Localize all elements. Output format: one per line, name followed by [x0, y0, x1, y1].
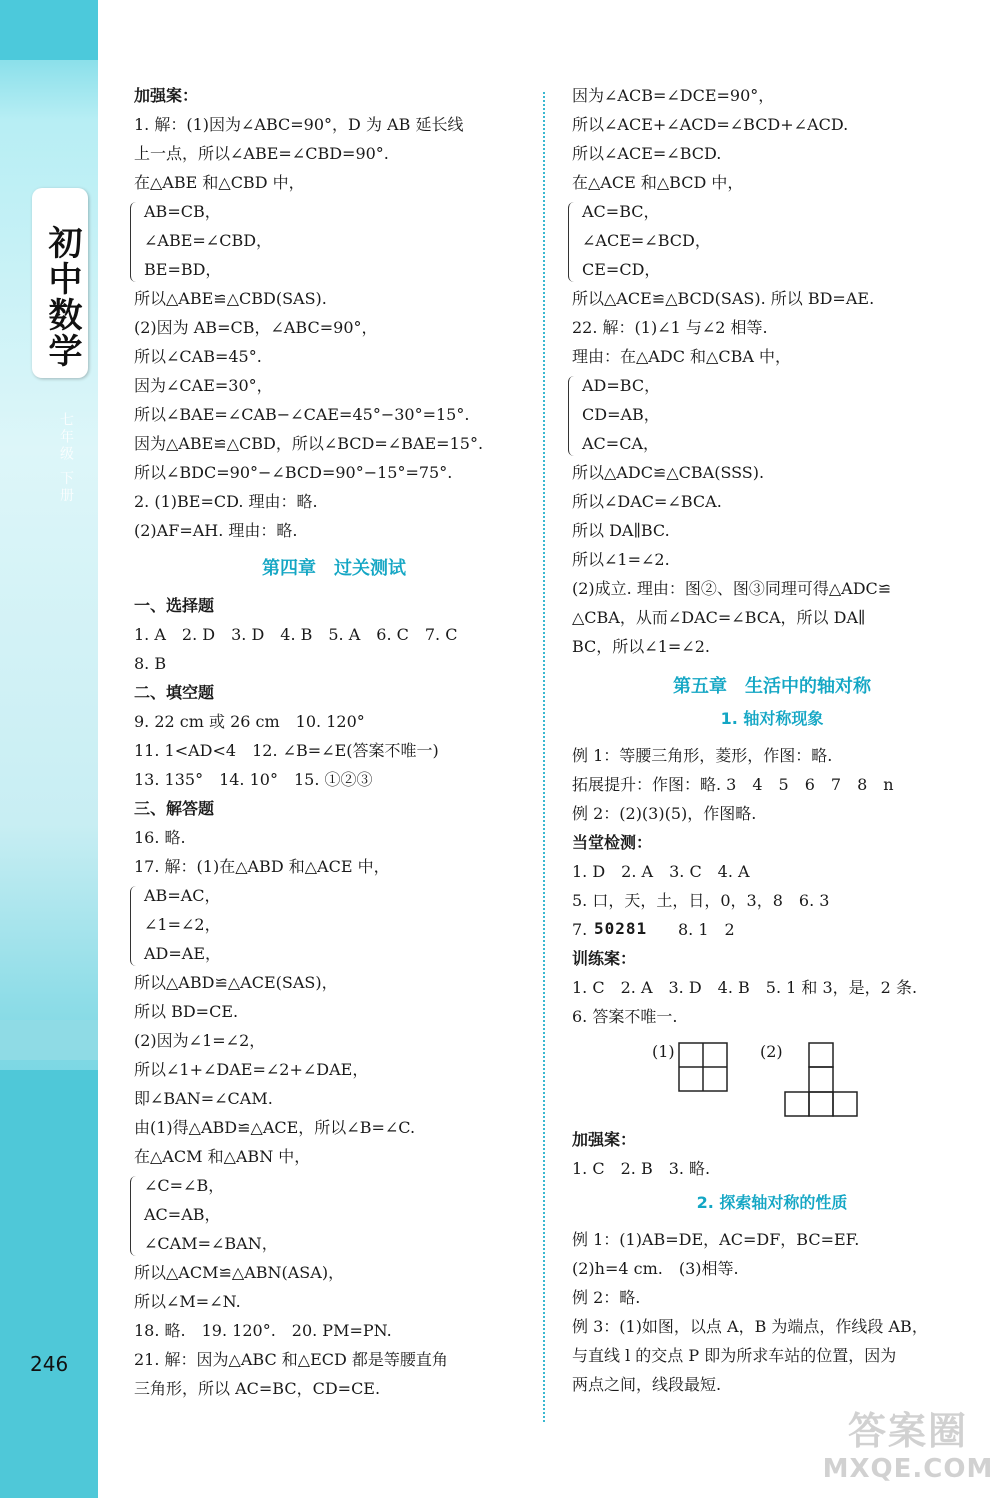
figure-t-shape [784, 1042, 860, 1118]
chapter-heading: 第四章 过关测试 [262, 558, 406, 579]
answer-line: 上一点，所以∠ABE=∠CBD=90°. [134, 144, 389, 163]
answer-line: 1. A 2. D 3. D 4. B 5. A 6. C 7. C [134, 625, 458, 644]
section-heading: 2. 探索轴对称的性质 [696, 1193, 848, 1212]
answer-line: 所以∠BAE=∠CAB−∠CAE=45°−30°=15°. [134, 405, 470, 424]
condition-line: AD=BC， [582, 376, 661, 395]
answer-line: 由(1)得△ABD≌△ACE，所以∠B=∠C. [134, 1118, 416, 1137]
digital-number: 50281 [594, 919, 648, 938]
answer-line: 拓展提升：作图：略. 3 4 5 6 7 8 n [572, 775, 894, 794]
answer-line: 三角形，所以 AC=BC，CD=CE. [134, 1379, 381, 1398]
answer-line: 1. C 2. B 3. 略. [572, 1159, 711, 1178]
answer-line: 1. 解：(1)因为∠ABC=90°，D 为 AB 延长线 [134, 115, 464, 134]
answer-line: 所以∠BDC=90°−∠BCD=90°−15°=75°. [134, 463, 453, 482]
brace [568, 202, 577, 282]
answer-line: (2)成立. 理由：图②、图③同理可得△ADC≌ [572, 579, 892, 598]
section-label: 三、解答题 [134, 799, 215, 818]
sidebar-stripe-top [0, 0, 98, 60]
answer-line: 所以∠1+∠DAE=∠2+∠DAE， [134, 1060, 369, 1079]
watermark-url: MXQE.COM [822, 1454, 994, 1484]
answer-line: (2)因为 AB=CB，∠ABC=90°， [134, 318, 378, 337]
condition-line: BE=BD， [144, 260, 222, 279]
answer-line: 8. B [134, 654, 167, 673]
figure-label: (1) [652, 1042, 675, 1061]
answer-line: △CBA，从而∠DAC=∠BCA，所以 DA∥ [572, 608, 866, 627]
answer-line: 18. 略. 19. 120°. 20. PM=PN. [134, 1321, 392, 1340]
answer-line: (2)因为∠1=∠2， [134, 1031, 266, 1050]
brace [130, 886, 139, 966]
answer-line: 所以∠CAB=45°. [134, 347, 262, 366]
watermark-logo-text: 答案圈 [847, 1409, 968, 1453]
section-label: 当堂检测： [572, 833, 653, 852]
section-label: 一、选择题 [134, 596, 215, 615]
answer-line: 所以 DA∥BC. [572, 521, 670, 540]
figure-grid-2x2 [678, 1042, 728, 1092]
answer-line: 17. 解：(1)在△ABD 和△ACE 中， [134, 857, 390, 876]
figure-label: (2) [760, 1042, 783, 1061]
answer-line: 22. 解：(1)∠1 与∠2 相等. [572, 318, 768, 337]
answer-line: (2)h=4 cm. (3)相等. [572, 1259, 739, 1278]
answer-line: 例 3：(1)如图，以点 A，B 为端点，作线段 AB， [572, 1317, 928, 1336]
page-number: 246 [30, 1352, 69, 1376]
section-label: 加强案： [134, 86, 199, 105]
condition-line: CE=CD， [582, 260, 661, 279]
condition-line: AC=BC， [582, 202, 660, 221]
answer-line: 1. C 2. A 3. D 4. B 5. 1 和 3，是，2 条. [572, 978, 918, 997]
book-title: 初中数学 [42, 225, 82, 369]
answer-line: 1. D 2. A 3. C 4. A [572, 862, 750, 881]
answer-line: 21. 解：因为△ABC 和△ECD 都是等腰直角 [134, 1350, 448, 1369]
answer-line: 2. (1)BE=CD. 理由：略. [134, 492, 318, 511]
answer-line: 例 1：(1)AB=DE，AC=DF，BC=EF. [572, 1230, 860, 1249]
answer-line: 所以∠M=∠N. [134, 1292, 241, 1311]
answer-line: 在△ACM 和△ABN 中， [134, 1147, 311, 1166]
answer-line: 因为∠ACB=∠DCE=90°， [572, 86, 775, 105]
section-label: 加强案： [572, 1130, 637, 1149]
answer-line: 11. 1<AD<4 12. ∠B=∠E(答案不唯一) [134, 741, 439, 760]
condition-line: AD=AE， [144, 944, 222, 963]
answer-line: 7. [572, 920, 588, 939]
answer-line: 9. 22 cm 或 26 cm 10. 120° [134, 712, 365, 731]
condition-line: AB=CB， [144, 202, 221, 221]
section-label: 二、填空题 [134, 683, 215, 702]
chapter-heading: 第五章 生活中的轴对称 [673, 676, 871, 697]
condition-line: ∠C=∠B， [144, 1176, 225, 1195]
answer-line: 6. 答案不唯一. [572, 1007, 678, 1026]
answer-line: 所以∠DAC=∠BCA. [572, 492, 722, 511]
answer-line: 16. 略. [134, 828, 186, 847]
answer-line: 在△ACE 和△BCD 中， [572, 173, 744, 192]
brace [130, 1176, 139, 1256]
sidebar-stripe-mid [0, 1020, 98, 1060]
answer-line: 所以 BD=CE. [134, 1002, 239, 1021]
sidebar [0, 0, 98, 1498]
answer-line: 例 2：(2)(3)(5)，作图略. [572, 804, 757, 823]
answer-line: 因为∠CAE=30°， [134, 376, 273, 395]
condition-line: ∠1=∠2， [144, 915, 221, 934]
brace [568, 376, 577, 456]
answer-line: 理由：在△ADC 和△CBA 中， [572, 347, 791, 366]
answer-line: 所以△ADC≌△CBA(SSS). [572, 463, 765, 482]
sidebar-stripe-bottom [0, 1070, 98, 1498]
answer-line: 例 1：等腰三角形，菱形，作图：略. [572, 746, 833, 765]
answer-line: 所以∠ACE+∠ACD=∠BCD+∠ACD. [572, 115, 849, 134]
answer-line: 所以∠1=∠2. [572, 550, 670, 569]
condition-line: AC=CA， [582, 434, 660, 453]
answer-line: 例 2：略. [572, 1288, 641, 1307]
answer-line: 所以△ACM≌△ABN(ASA)， [134, 1263, 345, 1282]
column-divider [543, 92, 545, 1422]
answer-line: 所以△ACE≌△BCD(SAS). 所以 BD=AE. [572, 289, 875, 308]
answer-line: 8. 1 2 [678, 920, 735, 939]
answer-line: (2)AF=AH. 理由：略. [134, 521, 298, 540]
condition-line: AB=AC， [144, 886, 221, 905]
answer-line: 因为△ABE≌△CBD，所以∠BCD=∠BAE=15°. [134, 434, 484, 453]
watermark [822, 1408, 994, 1492]
book-grade: 七年级 下册 [58, 412, 74, 505]
condition-line: CD=AB， [582, 405, 660, 424]
answer-line: 即∠BAN=∠CAM. [134, 1089, 273, 1108]
condition-line: ∠ACE=∠BCD， [582, 231, 711, 250]
condition-line: ∠ABE=∠CBD， [144, 231, 273, 250]
answer-line: 所以△ABD≌△ACE(SAS)， [134, 973, 338, 992]
section-heading: 1. 轴对称现象 [720, 709, 824, 728]
brace [130, 202, 139, 282]
answer-line: BC，所以∠1=∠2. [572, 637, 710, 656]
section-label: 训练案： [572, 949, 637, 968]
answer-line: 与直线 l 的交点 P 即为所求车站的位置，因为 [572, 1346, 897, 1365]
answer-line: 在△ABE 和△CBD 中， [134, 173, 305, 192]
condition-line: AC=AB， [144, 1205, 221, 1224]
answer-line: 所以△ABE≌△CBD(SAS). [134, 289, 327, 308]
answer-line: 所以∠ACE=∠BCD. [572, 144, 722, 163]
answer-line: 5. 口，天，土，日，0，3，8 6. 3 [572, 891, 830, 910]
condition-line: ∠CAM=∠BAN， [144, 1234, 278, 1253]
answer-line: 两点之间，线段最短. [572, 1375, 722, 1394]
answer-line: 13. 135° 14. 10° 15. ①②③ [134, 770, 373, 789]
